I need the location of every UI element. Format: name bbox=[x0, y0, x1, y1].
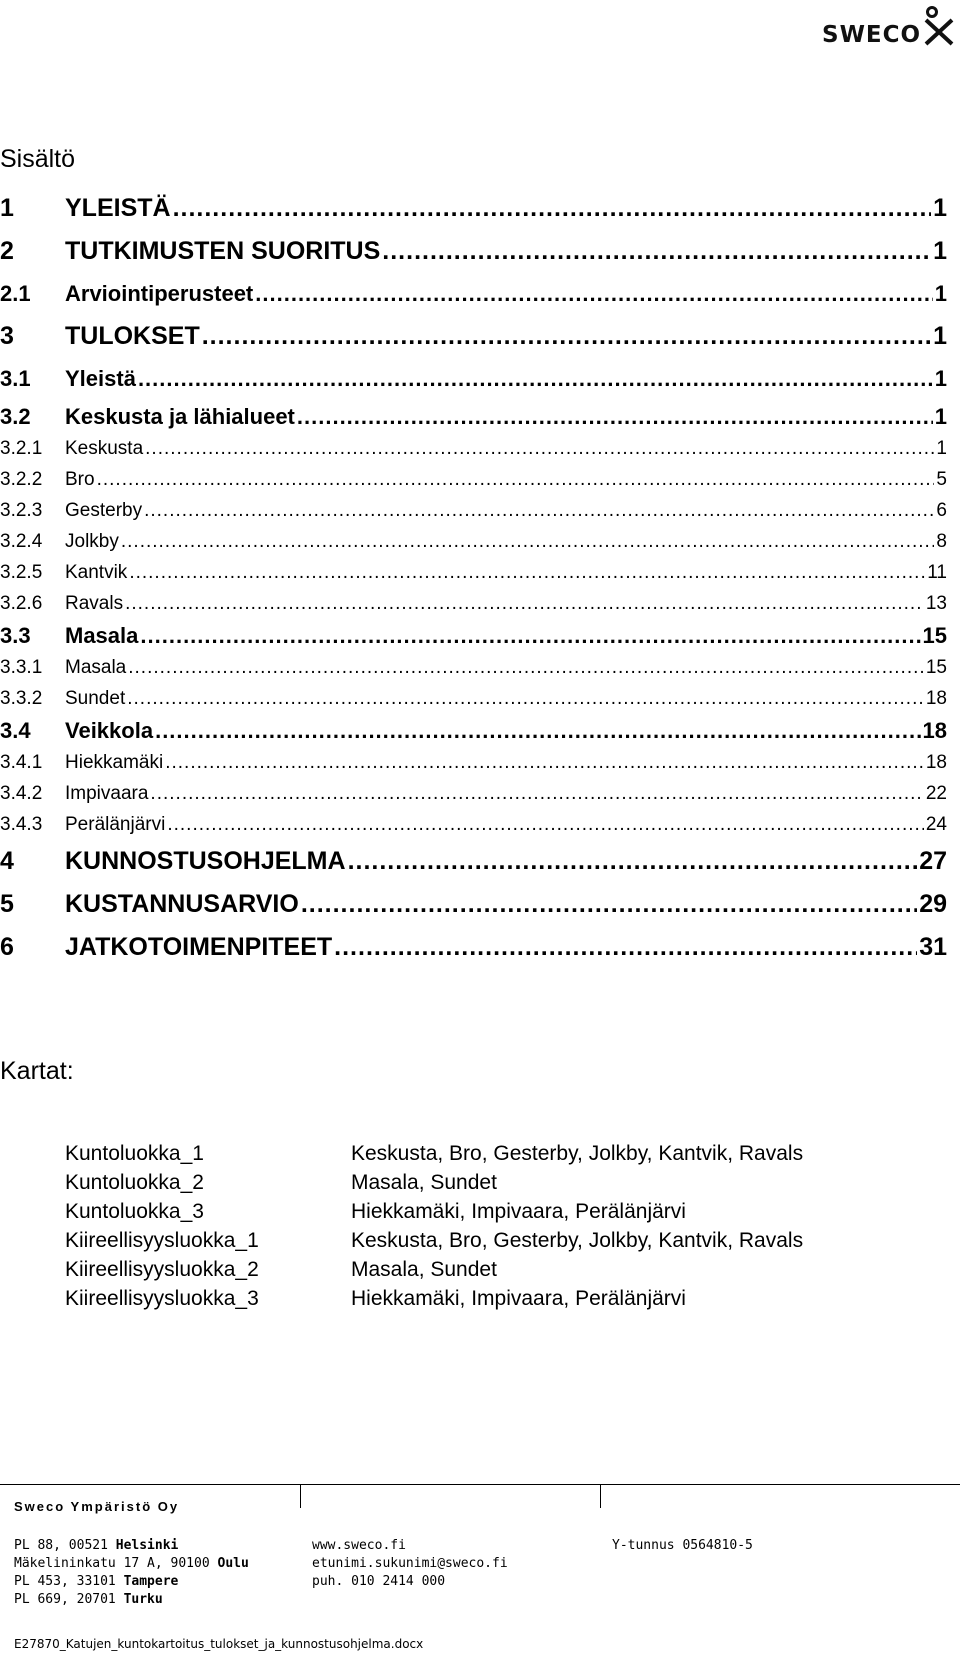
toc-page: 27 bbox=[919, 847, 947, 875]
footer-phone: puh. 010 2414 000 bbox=[312, 1574, 446, 1589]
toc-title: Kantvik bbox=[65, 562, 128, 583]
toc-title: KUNNOSTUSOHJELMA bbox=[65, 847, 346, 875]
map-name: Kiireellisyysluokka_1 bbox=[65, 1229, 259, 1252]
toc-number: 3.4.1 bbox=[0, 752, 43, 773]
footer-email-link[interactable]: etunimi.sukunimi@sweco.fi bbox=[312, 1556, 508, 1571]
toc-page: 22 bbox=[925, 783, 947, 804]
map-row bbox=[65, 1168, 803, 1197]
toc-entry[interactable] bbox=[0, 588, 947, 619]
toc-title: KUSTANNUSARVIO bbox=[65, 890, 299, 918]
footer-address-line bbox=[14, 1537, 249, 1555]
toc-entry[interactable] bbox=[0, 315, 947, 358]
toc-number: 2 bbox=[0, 237, 14, 265]
toc-number: 3.4.2 bbox=[0, 783, 43, 804]
toc-title: Masala bbox=[65, 657, 127, 678]
footer-address-line bbox=[14, 1573, 249, 1591]
toc-number: 3.4 bbox=[0, 718, 31, 743]
toc-entry[interactable] bbox=[0, 273, 947, 315]
toc-title: TUTKIMUSTEN SUORITUS bbox=[65, 237, 381, 265]
toc-entry[interactable] bbox=[0, 557, 947, 588]
toc-entry[interactable] bbox=[0, 883, 947, 926]
toc-entry[interactable] bbox=[0, 495, 947, 526]
toc-number: 1 bbox=[0, 194, 14, 222]
map-areas: Hiekkamäki, Impivaara, Perälänjärvi bbox=[351, 1287, 686, 1310]
toc-leader bbox=[155, 714, 920, 747]
toc-leader bbox=[138, 358, 933, 400]
toc-number: 3.3.2 bbox=[0, 688, 43, 709]
toc-leader bbox=[128, 652, 924, 683]
map-row bbox=[65, 1139, 803, 1168]
footer-company-name: Sweco Ympäristö Oy bbox=[14, 1499, 180, 1514]
footer-divider-tick bbox=[300, 1484, 301, 1508]
toc-entry[interactable] bbox=[0, 230, 947, 273]
toc-number: 2.1 bbox=[0, 281, 31, 306]
footer-divider-tick bbox=[600, 1484, 601, 1508]
toc-leader bbox=[165, 747, 924, 778]
map-name: Kuntoluokka_3 bbox=[65, 1200, 204, 1223]
toc-page: 8 bbox=[936, 531, 947, 552]
logo-text: SWECO bbox=[822, 22, 922, 48]
toc-entry[interactable] bbox=[0, 926, 947, 969]
toc-leader bbox=[97, 464, 935, 495]
toc-leader bbox=[129, 557, 925, 588]
toc-page: 1 bbox=[936, 438, 947, 459]
toc-page: 29 bbox=[919, 890, 947, 918]
toc-title: Gesterby bbox=[65, 500, 143, 521]
toc-title: Arviointiperusteet bbox=[65, 281, 254, 306]
map-row bbox=[65, 1255, 803, 1284]
toc-leader bbox=[125, 588, 924, 619]
toc-page: 15 bbox=[922, 623, 947, 648]
toc-number: 3.2 bbox=[0, 404, 31, 429]
maps-list bbox=[65, 1139, 803, 1313]
toc-title: Impivaara bbox=[65, 783, 149, 804]
toc-leader bbox=[173, 187, 932, 230]
toc-title: Jolkby bbox=[65, 531, 119, 552]
toc-number: 5 bbox=[0, 890, 14, 918]
map-name: Kuntoluokka_1 bbox=[65, 1142, 204, 1165]
footer-contacts bbox=[312, 1537, 508, 1591]
toc-number: 3.1 bbox=[0, 366, 31, 391]
toc-entry[interactable] bbox=[0, 809, 947, 840]
footer-website-link[interactable]: www.sweco.fi bbox=[312, 1538, 406, 1553]
footer-divider bbox=[0, 1484, 960, 1485]
toc-entry[interactable] bbox=[0, 683, 947, 714]
toc-title: Hiekkamäki bbox=[65, 752, 164, 773]
toc-page: 18 bbox=[925, 688, 947, 709]
toc-leader bbox=[144, 495, 934, 526]
toc-page: 1 bbox=[934, 281, 947, 306]
toc-leader bbox=[202, 315, 931, 358]
footer-addresses bbox=[14, 1537, 249, 1609]
toc-number: 3.3 bbox=[0, 623, 31, 648]
toc-page: 1 bbox=[934, 366, 947, 391]
sweco-symbol-icon bbox=[920, 6, 956, 46]
toc-page: 1 bbox=[933, 322, 947, 350]
map-name: Kuntoluokka_2 bbox=[65, 1171, 204, 1194]
toc-number: 3.2.5 bbox=[0, 562, 43, 583]
table-of-contents bbox=[0, 187, 947, 969]
map-areas: Masala, Sundet bbox=[351, 1171, 497, 1194]
address-text: PL 453, 33101 bbox=[14, 1574, 124, 1589]
address-text: PL 88, 00521 bbox=[14, 1538, 116, 1553]
toc-page: 31 bbox=[919, 933, 947, 961]
toc-leader bbox=[255, 273, 932, 315]
toc-leader bbox=[150, 778, 923, 809]
toc-page: 18 bbox=[925, 752, 947, 773]
toc-number: 3.2.4 bbox=[0, 531, 43, 552]
toc-entry[interactable] bbox=[0, 187, 947, 230]
toc-heading: Sisältö bbox=[0, 145, 76, 173]
toc-title: JATKOTOIMENPITEET bbox=[65, 933, 333, 961]
footer-filename: E27870_Katujen_kuntokartoitus_tulokset_ja_kunnostusohjelma.docx bbox=[14, 1637, 424, 1651]
map-areas: Hiekkamäki, Impivaara, Perälänjärvi bbox=[351, 1200, 686, 1223]
sweco-logo bbox=[822, 18, 960, 52]
map-row bbox=[65, 1226, 803, 1255]
toc-entry[interactable] bbox=[0, 464, 947, 495]
toc-title: Veikkola bbox=[65, 718, 154, 743]
map-row bbox=[65, 1284, 803, 1313]
toc-leader bbox=[301, 883, 917, 926]
toc-page: 18 bbox=[922, 718, 947, 743]
maps-heading: Kartat: bbox=[0, 1057, 74, 1085]
address-text: PL 669, 20701 bbox=[14, 1592, 124, 1607]
toc-number: 3.2.3 bbox=[0, 500, 43, 521]
address-city: Helsinki bbox=[115, 1538, 179, 1553]
address-city: Turku bbox=[123, 1592, 163, 1607]
toc-number: 3.2.2 bbox=[0, 469, 43, 490]
toc-number: 4 bbox=[0, 847, 14, 875]
footer-business-id-col bbox=[612, 1537, 753, 1555]
toc-page: 1 bbox=[933, 194, 947, 222]
footer-address-line bbox=[14, 1555, 249, 1573]
toc-page: 6 bbox=[936, 500, 947, 521]
toc-leader bbox=[297, 400, 933, 433]
toc-entry[interactable] bbox=[0, 747, 947, 778]
address-city: Oulu bbox=[217, 1556, 249, 1571]
toc-number: 3.4.3 bbox=[0, 814, 43, 835]
toc-title: Perälänjärvi bbox=[65, 814, 166, 835]
toc-page: 13 bbox=[925, 593, 947, 614]
map-areas: Keskusta, Bro, Gesterby, Jolkby, Kantvik, Ravals bbox=[351, 1142, 804, 1165]
toc-page: 1 bbox=[933, 237, 947, 265]
toc-leader bbox=[127, 683, 924, 714]
toc-entry[interactable] bbox=[0, 714, 947, 747]
toc-page: 15 bbox=[925, 657, 947, 678]
toc-entry[interactable] bbox=[0, 778, 947, 809]
toc-leader bbox=[167, 809, 924, 840]
toc-entry[interactable] bbox=[0, 619, 947, 652]
toc-title: Sundet bbox=[65, 688, 126, 709]
toc-number: 3.2.6 bbox=[0, 593, 43, 614]
map-name: Kiireellisyysluokka_2 bbox=[65, 1258, 259, 1281]
toc-entry[interactable] bbox=[0, 526, 947, 557]
toc-entry[interactable] bbox=[0, 652, 947, 683]
toc-title: YLEISTÄ bbox=[65, 194, 171, 222]
toc-leader bbox=[145, 433, 934, 464]
toc-title: Ravals bbox=[65, 593, 124, 614]
map-areas: Keskusta, Bro, Gesterby, Jolkby, Kantvik, Ravals bbox=[351, 1229, 804, 1252]
toc-page: 1 bbox=[934, 404, 947, 429]
toc-page: 5 bbox=[936, 469, 947, 490]
map-areas: Masala, Sundet bbox=[351, 1258, 497, 1281]
toc-title: Keskusta ja lähialueet bbox=[65, 404, 295, 429]
address-city: Tampere bbox=[123, 1574, 179, 1589]
toc-title: Bro bbox=[65, 469, 95, 490]
address-text: Mäkelininkatu 17 A, 90100 bbox=[14, 1556, 218, 1571]
map-row bbox=[65, 1197, 803, 1226]
toc-leader bbox=[121, 526, 935, 557]
toc-number: 6 bbox=[0, 933, 14, 961]
toc-number: 3.2.1 bbox=[0, 438, 43, 459]
toc-leader bbox=[140, 619, 920, 652]
toc-title: TULOKSET bbox=[65, 322, 200, 350]
toc-entry[interactable] bbox=[0, 358, 947, 400]
footer-business-id: Y-tunnus 0564810-5 bbox=[612, 1538, 753, 1553]
toc-entry[interactable] bbox=[0, 840, 947, 883]
toc-title: Yleistä bbox=[65, 366, 136, 391]
toc-leader bbox=[348, 840, 918, 883]
toc-page: 11 bbox=[927, 562, 947, 583]
toc-leader bbox=[334, 926, 917, 969]
footer-address-line bbox=[14, 1591, 249, 1609]
toc-title: Masala bbox=[65, 623, 139, 648]
toc-title: Keskusta bbox=[65, 438, 144, 459]
toc-page: 24 bbox=[925, 814, 947, 835]
toc-number: 3.3.1 bbox=[0, 657, 43, 678]
map-name: Kiireellisyysluokka_3 bbox=[65, 1287, 259, 1310]
toc-entry[interactable] bbox=[0, 400, 947, 433]
toc-entry[interactable] bbox=[0, 433, 947, 464]
toc-number: 3 bbox=[0, 322, 14, 350]
toc-leader bbox=[382, 230, 931, 273]
